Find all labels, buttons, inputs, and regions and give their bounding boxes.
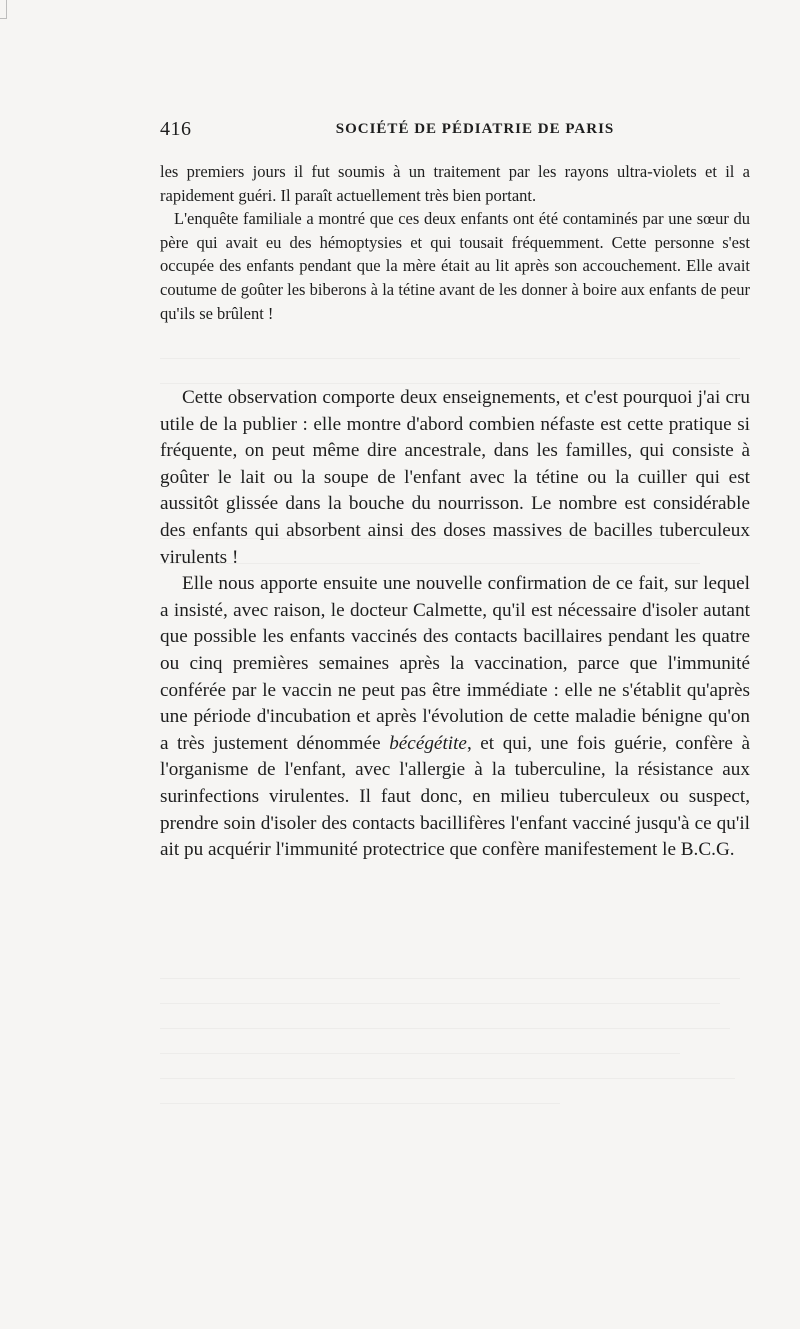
scan-page-corner <box>0 0 7 19</box>
page-number: 416 <box>160 118 192 140</box>
small-print-block <box>160 160 750 325</box>
paragraph-confirmation-part-2: , et qui, une fois guérie, confère à l'organisme de l'enfant, avec l'allergie à la tuberculine, la résistance aux surinfections virulentes. Il faut donc, en milieu tuberculeux ou suspect, prendre soin d'isoler des contacts bacillifères l'enfant vacciné jusqu'à ce qu'il ait pu acquérir l'immunité protectrice que confère manifestement le B.C.G. <box>160 732 750 861</box>
paragraph-continuation: les premiers jours il fut soumis à un traitement par les rayons ultra-violets et il a rapidement guéri. Il paraît actuellement très bien portant. <box>160 162 750 205</box>
main-text-block <box>160 385 750 864</box>
running-title: SOCIÉTÉ DE PÉDIATRIE DE PARIS <box>335 121 615 137</box>
page-header <box>160 118 750 146</box>
paragraph-confirmation-part-1: Elle nous apporte ensuite une nouvelle confirmation de ce fait, sur lequel a insisté, avec raison, le docteur Calmette, qu'il est nécessaire d'isoler autant que possible les enfants vaccinés des contacts bacillaires pendant les quatre ou cinq premières semaines après la vaccination, parce que l'immunité conférée par le vaccin ne peut pas être immédiate : elle ne s'établit qu'après une période d'incubation et après l'évolution de cette maladie bénigne qu'on a très justement dénommée <box>160 573 750 754</box>
paragraph-confirmation <box>160 571 750 864</box>
italic-term: bécégétite <box>389 732 467 754</box>
paragraph-family-inquiry: L'enquête familiale a montré que ces deux enfants ont été contaminés par une sœur du père qui avait eu des hémoptysies et qui tousait fréquemment. Cette personne s'est occupée des enfants pendant que la mère était au lit après son accouchement. Elle avait coutume de goûter les biberons à la tétine avant de les donner à boire aux enfants de peur qu'ils se brûlent ! <box>160 209 750 323</box>
paragraph-observation: Cette observation comporte deux enseignements, et c'est pourquoi j'ai cru utile de la publier : elle montre d'abord combien néfaste est cette pratique si fréquente, on peut même dire ancestrale, dans les familles, qui consiste à goûter le lait ou la soupe de l'enfant avec la tétine ou la cuiller qui est aussitôt glissée dans la bouche du nourrisson. Le nombre est considérable des enfants qui absorbent ainsi des doses massives de bacilles tuberculeux virulents ! <box>160 387 750 568</box>
